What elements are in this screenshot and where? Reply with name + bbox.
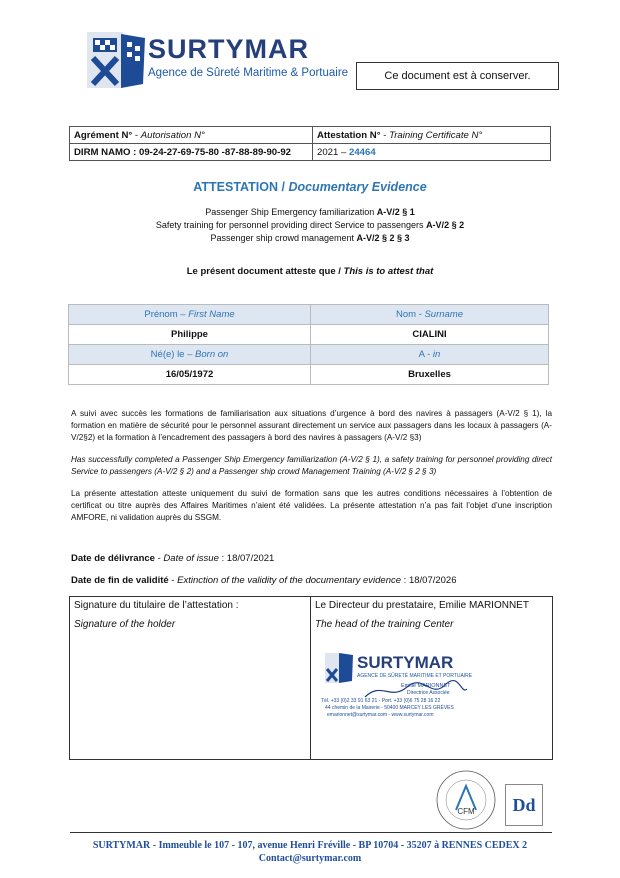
logo-wordmark: SURTYMAR [148, 34, 309, 64]
footer-address: SURTYMAR - Immeuble le 107 - 107, avenue Henri Fréville - BP 10704 - 35207 à RENNES CEDEX 2 [92, 840, 528, 851]
stamp-logo-icon [321, 649, 361, 689]
agrement-cell: Agrément N° - Autorisation N° [70, 127, 313, 144]
dd-certification-badge [505, 784, 543, 826]
attest-statement: Le présent document atteste que / This is to attest that [186, 266, 434, 277]
birth-place-header: A - in [311, 345, 549, 365]
certificate-number: 24464 [349, 146, 376, 158]
keep-note-box [356, 62, 559, 90]
attestation-cell: Attestation N° - Training Certificate N° [313, 127, 551, 144]
validity-date-line: Date de fin de validité - Extinction of the validity of the documentary evidence : 18/07/2026 [71, 575, 457, 586]
footer-divider [70, 832, 552, 833]
agrement-label: Agrément N° [74, 129, 133, 141]
holder-signature-label-en: Signature of the holder [74, 619, 176, 630]
attestation-label: Attestation N° [317, 129, 381, 141]
agrement-label-en: Autorisation N° [140, 129, 205, 141]
title-fr: ATTESTATION [193, 180, 279, 194]
training-line-2: Safety training for personnel providing direct Service to passengers A-V/2 § 2 [155, 220, 465, 230]
issue-date: 18/07/2021 [226, 553, 275, 564]
birth-place-value: Bruxelles [311, 365, 549, 385]
keep-note: Ce document est à conserver. [384, 70, 531, 82]
footer-email: Contact@surtymar.com [258, 853, 362, 864]
holder-signature-label: Signature du titulaire de l’attestation : [74, 600, 239, 611]
surname-header: Nom - Surname [311, 305, 549, 325]
title-en: Documentary Evidence [288, 180, 427, 194]
stamp-tel: Tél. +33 (0)2 33 91 63 21 - Port. +33 (0)6 75 28 16 22 [321, 698, 441, 704]
paragraph-en: Has successfully completed a Passenger Ship Emergency familiarization (A-V/2 § 1), a safety training for personnel providing direct Service to passengers (A-V/2 § 2) and a Passenger ship crowd Management Training (A-V/2 § 2 § 3) [71, 455, 552, 477]
stamp-sub: AGENCE DE SÛRETÉ MARITIME ET PORTUAIRE [357, 673, 473, 679]
document-title: ATTESTATION / Documentary Evidence [193, 180, 427, 194]
director-label: Le Directeur du prestataire, Emilie MARIONNET [315, 600, 529, 611]
born-on-header: Né(e) le – Born on [69, 345, 311, 365]
header-table [69, 126, 551, 161]
company-stamp [321, 649, 491, 721]
attestation-label-en: Training Certificate N° [389, 129, 483, 141]
stamp-mail: emarionnet@surtymar.com - www.surtymar.com [327, 712, 434, 718]
logo-tagline: Agence de Sûreté Maritime & Portuaire [148, 67, 349, 79]
director-label-en: The head of the training Center [315, 619, 454, 630]
stamp-name: SURTYMAR [357, 653, 454, 672]
certificate-year: 2021 [317, 146, 339, 158]
stamp-address: 44 chemin de la Mairerie - 50400 MARCEY LES GRÈVES [325, 705, 454, 711]
dirm-number: DIRM NAMO : 09-24-27-69-75-80 -87-88-89-90-92 [70, 144, 313, 161]
signature-table [69, 596, 553, 760]
birth-date-value: 16/05/1972 [69, 365, 311, 385]
first-name-header: Prénom – First Name [69, 305, 311, 325]
training-line-1: Passenger Ship Emergency familiarization A-V/2 § 1 [205, 207, 415, 217]
handwritten-signature [361, 679, 471, 703]
issue-date-line: Date de délivrance - Date of issue : 18/07/2021 [71, 553, 275, 564]
identity-table [68, 304, 549, 385]
first-name-value: Philippe [69, 325, 311, 345]
cfm-quality-seal-icon [434, 768, 498, 832]
surname-value: CIALINI [311, 325, 549, 345]
dd-label: Dd [512, 794, 536, 815]
paragraph-note: La présente attestation atteste uniquement du suivi de formation sans que les autres conditions nécessaires à l’obtention de certificat ou titre auprès des Affaires Maritimes n’aient été validées. La présente attestation n’a pas fait l’objet d’une inscription AMFORE, ni validation auprès du SSGM. [71, 489, 552, 523]
stamp-role: Directrice Associée [407, 690, 450, 696]
paragraph-fr: A suivi avec succès les formations de familiarisation aux situations d’urgence à bord des navires à passagers (A-V/2 § 1), la formation en matière de sécurité pour le personnel assurant directement un service aux passagers dans les locaux à passagers (A-V/2§2) et la formation à l’encadrement des passagers à bord des navires à passagers (A-V/2 §3) [71, 409, 552, 443]
holder-signature-cell [70, 597, 311, 759]
certificate-number-cell: 2021 – 24464 [313, 144, 551, 161]
training-line-3: Passenger ship crowd management A-V/2 § 2 § 3 [210, 233, 410, 243]
director-signature-cell [311, 597, 551, 759]
validity-date: 18/07/2026 [408, 575, 457, 586]
cfm-label: CFM [457, 807, 475, 816]
stamp-person: Emilie MARIONNET [401, 683, 451, 689]
